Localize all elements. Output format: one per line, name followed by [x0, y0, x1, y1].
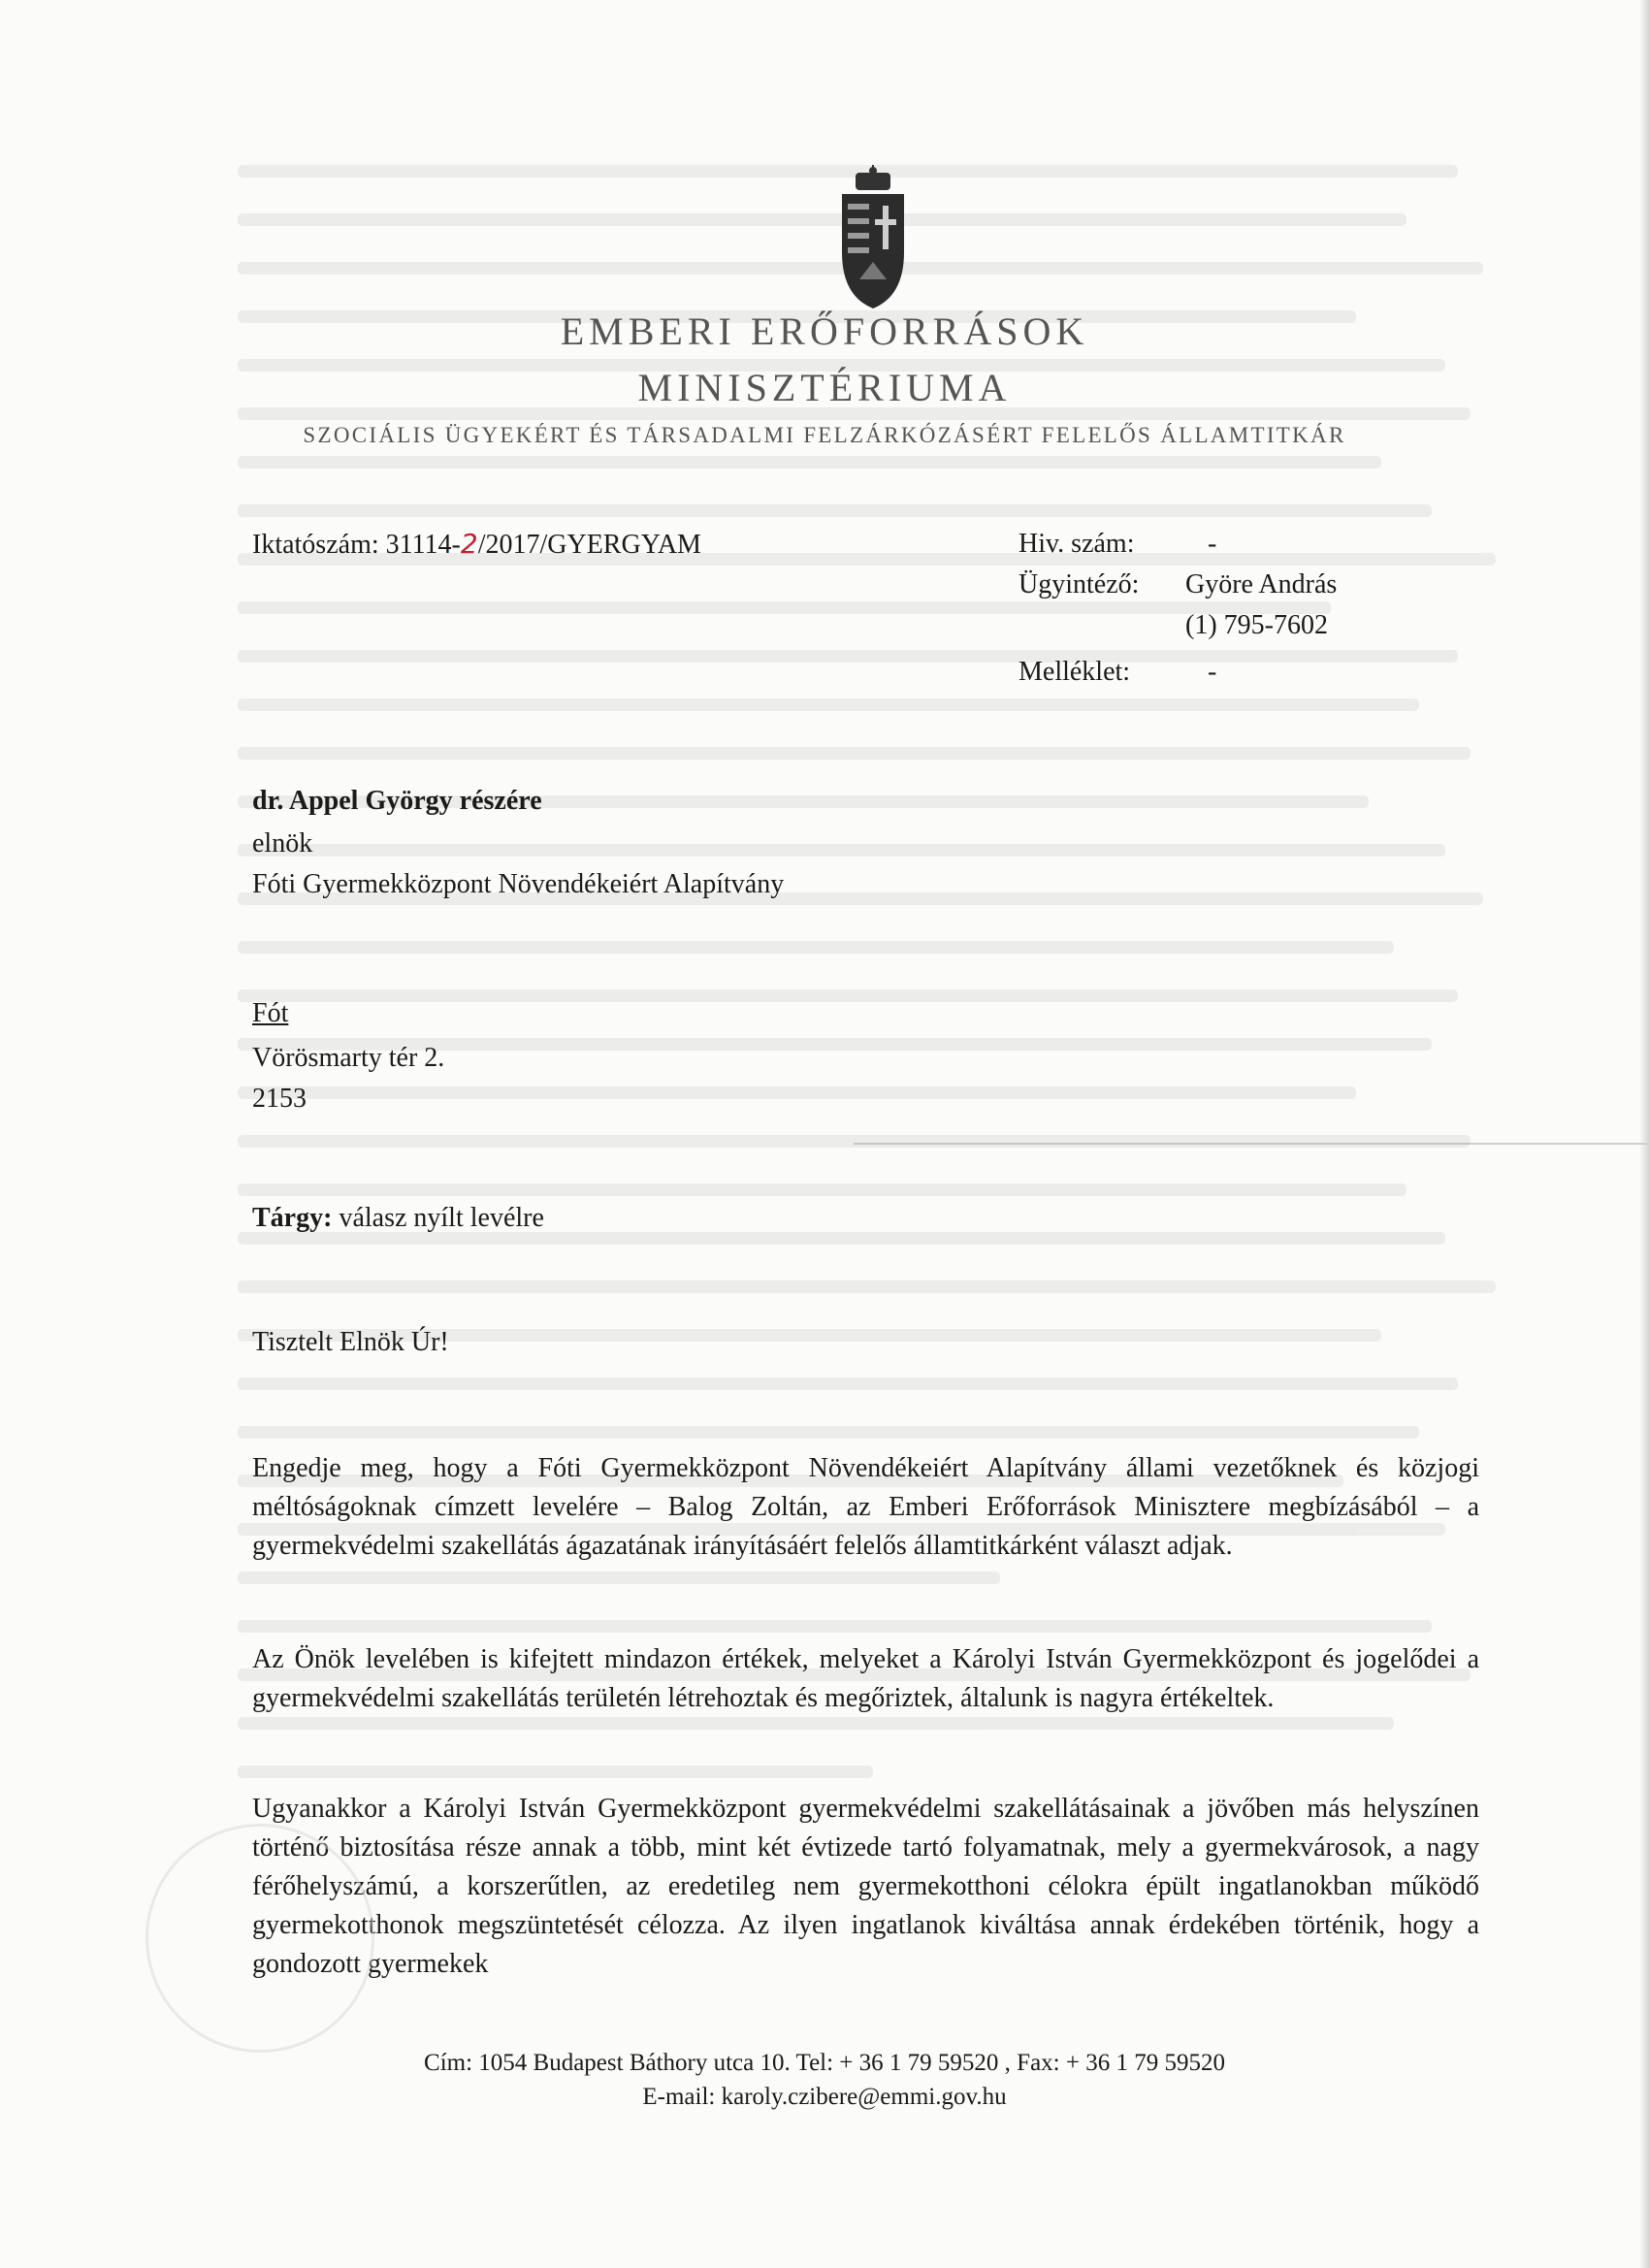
hiv-value: - — [1208, 529, 1217, 559]
attachment-label: Melléklet: — [1018, 657, 1131, 687]
recipient-organization: Fóti Gyermekközpont Növendékeiért Alapítvány — [252, 869, 785, 899]
recipient-street: Vörösmarty tér 2. — [252, 1043, 445, 1073]
subject-text: válasz nyílt levélre — [332, 1203, 544, 1233]
recipient-name: dr. Appel György részére — [252, 786, 542, 816]
handler-name: Györe András — [1185, 569, 1338, 599]
scan-edge-shadow — [1639, 0, 1649, 2268]
recipient-postcode: 2153 — [252, 1084, 307, 1114]
registration-number — [252, 525, 701, 565]
ministry-name-line1: EMBERI ERŐFORRÁSOK — [560, 309, 1089, 353]
body-paragraph-3: Ugyanakkor a Károlyi István Gyermekközpont gyermekvédelmi szakellátásainak a jövőben más helyszínen történő biztosítása része annak a több, mint két évtizede tartó folyamatnak, mely a gyermekvárosok, a nagy férőhelyszámú, a korszerűtlen, az eredetileg nem gyermekotthoni célokra épült ingatlanokban működő gyermekotthonok megszüntetését célozza. Az ilyen ingatlanok kiváltása annak érdekében történik, hogy a gondozott gyermekek — [252, 1794, 1479, 1979]
body-paragraph-1: Engedje meg, hogy a Fóti Gyermekközpont Növendékeiért Alapítvány állami vezetőknek és közjogi méltóságoknak címzett levelére – Balog Zoltán, az Emberi Erőforrások Minisztere megbízásából – a gyermekvédelmi szakellátás ágazatának irányításáért felelős államtitkárként választ adjak. — [252, 1453, 1479, 1561]
state-secretary-title: SZOCIÁLIS ÜGYEKÉRT ÉS TÁRSADALMI FELZÁRKÓZÁSÉRT FELELŐS ÁLLAMTITKÁR — [303, 423, 1346, 447]
paper-fold-line — [854, 1143, 1649, 1145]
subject-label: Tárgy: — [252, 1203, 333, 1233]
handler-label: Ügyintéző: — [1018, 569, 1140, 599]
registration-handwritten-digit: 2 — [460, 528, 478, 560]
registration-suffix: /2017/GYERGYAM — [477, 530, 701, 560]
registration-prefix: Iktatószám: 31114- — [252, 530, 461, 560]
salutation: Tisztelt Elnök Úr! — [252, 1327, 449, 1357]
hiv-label: Hiv. szám: — [1018, 529, 1135, 559]
coat-of-arms-icon — [834, 165, 912, 310]
recipient-city: Fót — [252, 998, 289, 1028]
body-paragraph-2: Az Önök levelében is kifejtett mindazon értékek, melyeket a Károlyi István Gyermekközpont és jogelődei a gyermekvédelmi szakellátás területén létrehoztak és megőriztek, általunk is nagyra értékeltek. — [252, 1644, 1479, 1713]
bleed-through-texture — [238, 165, 1508, 1833]
faint-stamp-bleed — [146, 1824, 374, 2053]
footer-email: E-mail: karoly.czibere@emmi.gov.hu — [642, 2084, 1007, 2110]
subject-line — [252, 1199, 544, 1238]
footer-address: Cím: 1054 Budapest Báthory utca 10. Tel: + 36 1 79 59520 , Fax: + 36 1 79 59520 — [424, 2050, 1225, 2076]
recipient-role: elnök — [252, 828, 313, 859]
attachment-value: - — [1208, 657, 1217, 687]
handler-phone: (1) 795-7602 — [1185, 610, 1328, 640]
ministry-name-line2: MINISZTÉRIUMA — [637, 366, 1012, 409]
